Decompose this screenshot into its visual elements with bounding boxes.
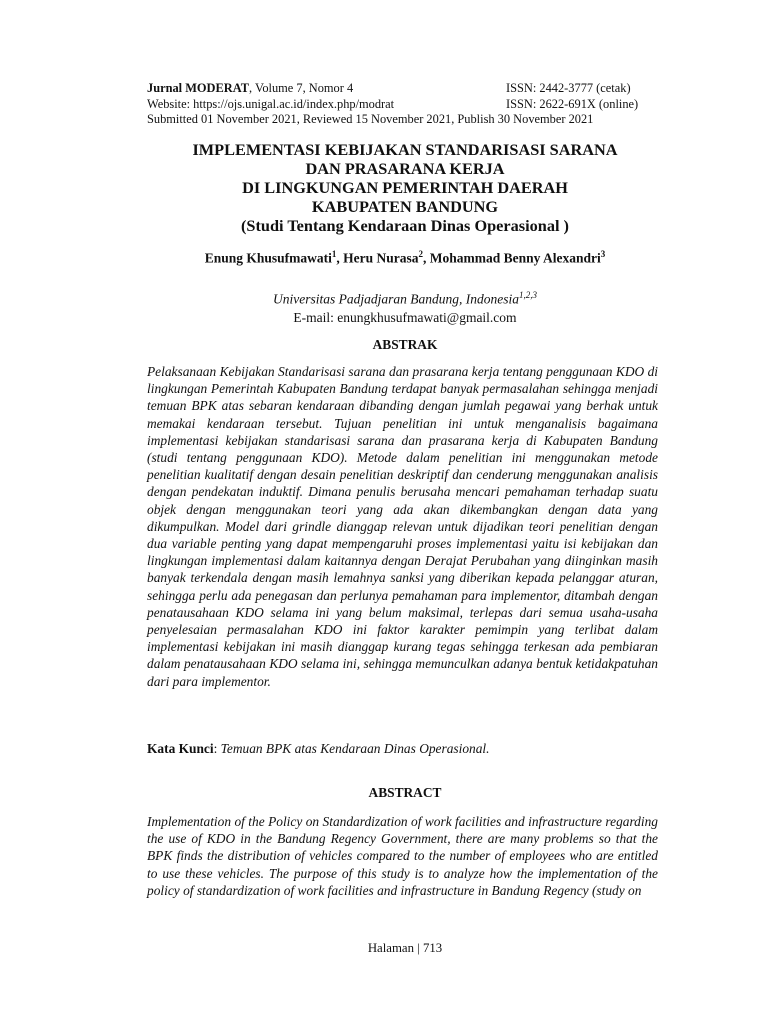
title-line: DI LINGKUNGAN PEMERINTAH DAERAH	[242, 178, 568, 197]
keywords-label: Kata Kunci	[147, 741, 214, 756]
header-row-website	[147, 97, 658, 113]
page-number: Halaman | 713	[367, 941, 443, 955]
abstrak-text: Pelaksanaan Kebijakan Standarisasi sarana dan prasarana kerja tentang penggunaan KDO di lingkungan Pemerintah Kabupaten Bandung terdapat banyak permasalahan sehingga menjadi temuan BPK atas sebaran kendaraan dibanding dengan jumlah pegawai yang berhak untuk memakai kendaraan tersebut. Tujuan penelitian ini untuk menganalisis bagaimana implementasi kebijakan standarisasi sarana dan prasarana kerja di Kabupaten Bandung (studi tentang penggunaan KDO). Metode dalam penelitian ini menggunakan metode penelitian kualitatif dengan desain penelitian deskriptif dan cenderung menggunakan analisis dengan pendekatan induktif. Dimana penulis berusaha mencari pemahaman terhadap suatu objek dengan menggunakan teori yang ada akan dikembangkan dengan data yang dikumpulkan. Model dari grindle dianggap relevan untuk dijadikan teori penelitian dengan dua variable penting yang dapat mempengaruhi proses implementasi yaitu isi kebijakan dan lingkungan implementasi dalam kaitannya dengan Derajat Perubahan yang diinginkan masih banyak terkendala dengan masih lemahnya sanksi yang diberikan kepada pelanggar aturan, sehingga perlu ada penegasan dan perlunya pemahaman para implementor, ditambah dengan penatausahaan KDO selama ini yang belum maksimal, terlepas dari semua usaha-usaha penyelesaian permasalahan KDO ini faktor karakter pemimpin yang terlibat dalam implementasi kebijakan ini masih dianggap kurang tegas sehingga terkesan ada pembiaran dalam penatausahaan KDO selama ini, sehingga memunculkan adanya bentuk ketidakpatuhan dari para implementor.	[147, 364, 658, 689]
author-affiliation-number: 2	[418, 249, 423, 259]
institution-affiliation-numbers: 1,2,3	[519, 290, 537, 300]
institution-name: Universitas Padjadjaran Bandung, Indonesia	[273, 291, 519, 307]
abstrak-heading: ABSTRAK	[372, 337, 438, 352]
title-line: (Studi Tentang Kendaraan Dinas Operasional )	[241, 216, 569, 235]
journal-header	[147, 81, 658, 128]
institution-line	[120, 286, 690, 309]
title-line: DAN PRASARANA KERJA	[305, 159, 505, 178]
journal-volume: , Volume 7, Nomor 4	[249, 81, 354, 95]
author-separator: ,	[336, 250, 344, 266]
author-name: Mohammad Benny Alexandri	[429, 250, 601, 266]
journal-citation	[147, 81, 353, 97]
abstract-text: Implementation of the Policy on Standardization of work facilities and infrastructure regarding the use of KDO in the Bandung Regency Government, there are many problems so that the BPK finds the distribution of vehicles compared to the number of employees who are entitled to use these vehicles. The purpose of this study is to analyze how the implementation of the policy of standardization of work facilities and infrastructure in Bandung Regency (study on	[147, 814, 658, 898]
keywords-text: Temuan BPK atas Kendaraan Dinas Operasional.	[220, 741, 490, 756]
issn-print: ISSN: 2442-3777 (cetak)	[506, 81, 631, 95]
issn-online: ISSN: 2622-691X (online)	[506, 96, 639, 111]
affiliation-block	[120, 286, 690, 327]
keywords-colon: :	[213, 741, 221, 756]
title-line: KABUPATEN BANDUNG	[311, 197, 499, 216]
author-affiliation-number: 3	[600, 249, 606, 259]
abstract-heading: ABSTRACT	[368, 785, 442, 800]
author-name: Enung Khusufmawati	[204, 250, 332, 266]
author-email: E-mail: enungkhusufmawati@gmail.com	[293, 309, 517, 325]
title-line: IMPLEMENTASI KEBIJAKAN STANDARISASI SARANA	[192, 140, 618, 159]
paper-title	[120, 140, 690, 235]
header-row-journal	[147, 81, 658, 97]
author-list	[120, 249, 690, 267]
journal-name: Jurnal MODERAT	[147, 81, 249, 95]
author-name: Heru Nurasa	[343, 250, 419, 266]
journal-website: Website: https://ojs.unigal.ac.id/index.php/modrat	[147, 96, 395, 111]
author-affiliation-number: 1	[331, 249, 337, 259]
keywords-line	[147, 741, 658, 757]
author-separator: ,	[423, 250, 430, 266]
submission-dates: Submitted 01 November 2021, Reviewed 15 November 2021, Publish 30 November 2021	[147, 112, 594, 127]
